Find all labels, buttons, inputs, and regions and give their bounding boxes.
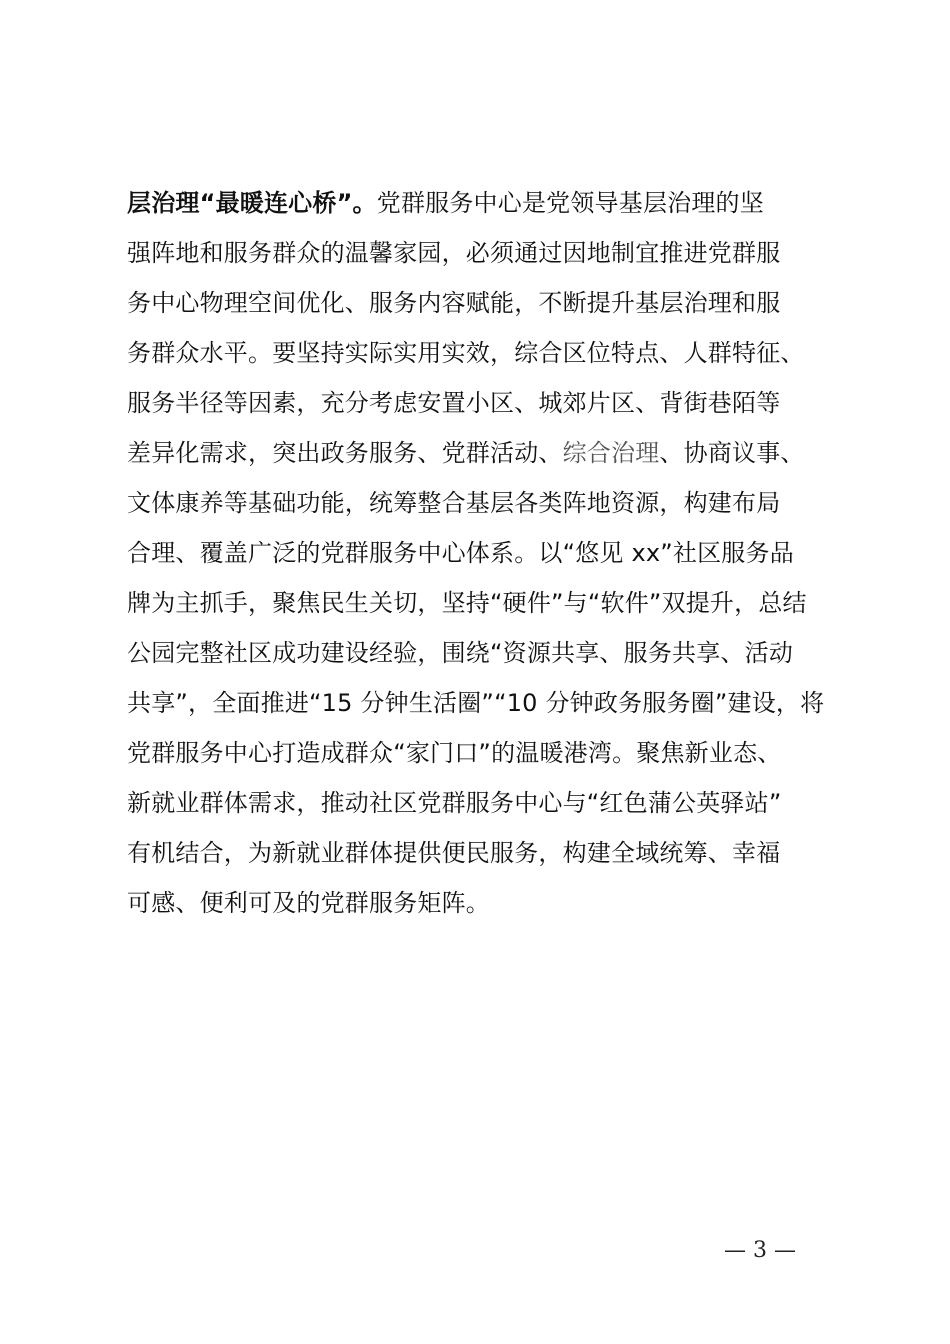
paragraph-line-7: 文体康养等基础功能，统筹整合基层各类阵地资源，构建布局 <box>127 489 781 517</box>
paragraph-line-15: 可感、便利可及的党群服务矩阵。 <box>127 889 490 917</box>
paragraph-line-4: 务群众水平。要坚持实际实用实效，综合区位特点、人群特征、 <box>127 339 805 367</box>
paragraph-line-12: 党群服务中心打造成群众“家门口”的温暖港湾。聚焦新业态、 <box>127 739 782 767</box>
paragraph-line-2: 强阵地和服务群众的温馨家园，必须通过因地制宜推进党群服 <box>127 239 781 267</box>
section-heading: 层治理“最暖连心桥”。 <box>127 189 377 217</box>
paragraph-line-13: 新就业群体需求，推动社区党群服务中心与“红色蒲公英驿站” <box>127 789 782 817</box>
body-paragraph <box>127 178 847 928</box>
page-number: — 3 — <box>724 1238 796 1263</box>
paragraph-line-6 <box>127 428 847 478</box>
paragraph-line-1-text: 党群服务中心是党领导基层治理的坚 <box>376 189 764 217</box>
paragraph-line-6-part2: 、协商议事、 <box>659 439 805 467</box>
paragraph-line-10: 公园完整社区成功建设经验，围绕“资源共享、服务共享、活动 <box>127 639 794 667</box>
paragraph-line-1 <box>127 178 847 228</box>
paragraph-line-8: 合理、覆盖广泛的党群服务中心体系。以“悠见 xx”社区服务品 <box>127 539 794 567</box>
paragraph-line-6-muted: 综合治理 <box>562 439 660 467</box>
paragraph-line-14: 有机结合，为新就业群体提供便民服务，构建全域统筹、幸福 <box>127 839 781 867</box>
paragraph-line-9: 牌为主抓手，聚焦民生关切，坚持“硬件”与“软件”双提升，总结 <box>127 589 807 617</box>
paragraph-line-5: 服务半径等因素，充分考虑安置小区、城郊片区、背街巷陌等 <box>127 389 781 417</box>
paragraph-line-11: 共享”，全面推进“15 分钟生活圈”“10 分钟政务服务圈”建设，将 <box>127 689 825 717</box>
paragraph-line-6-part1: 差异化需求，突出政务服务、党群活动、 <box>127 439 563 467</box>
paragraph-line-3: 务中心物理空间优化、服务内容赋能，不断提升基层治理和服 <box>127 289 781 317</box>
